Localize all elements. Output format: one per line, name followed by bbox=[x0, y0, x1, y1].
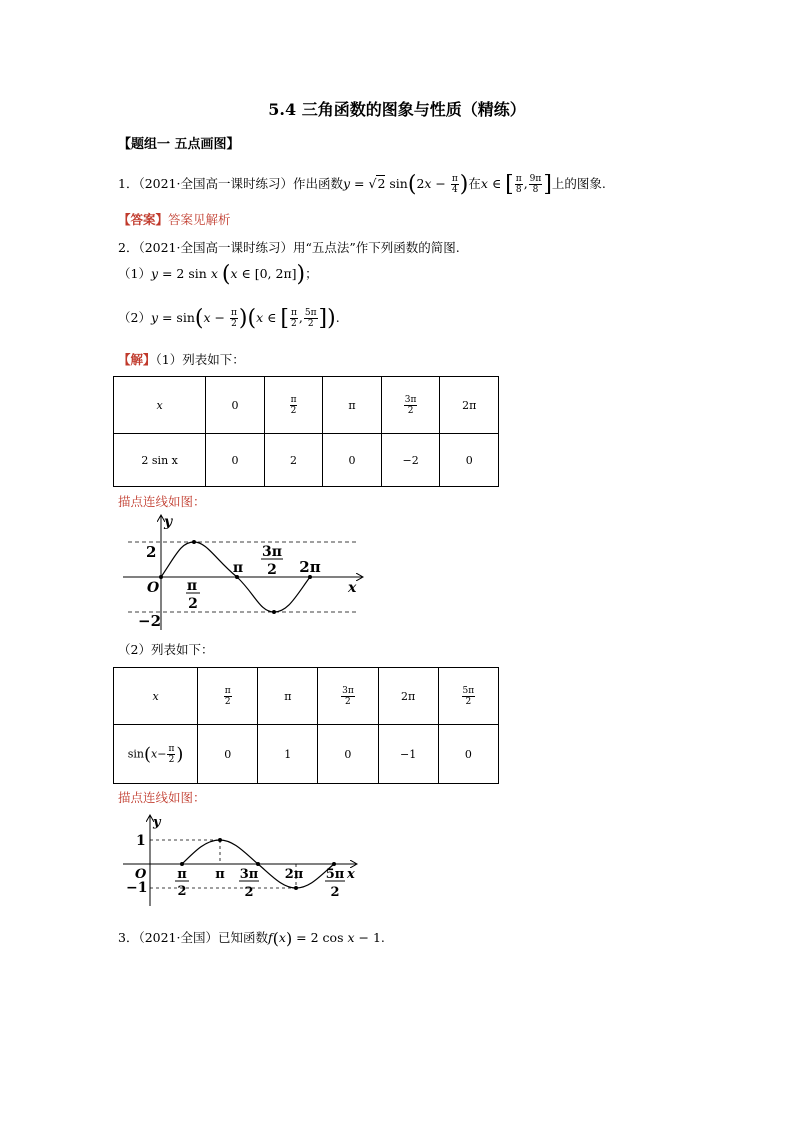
table-2 bbox=[113, 667, 499, 784]
question-2 bbox=[118, 238, 460, 256]
table-cell: 0 bbox=[438, 725, 498, 784]
table-cell: x bbox=[114, 668, 198, 725]
q2-number: 2． bbox=[118, 240, 139, 255]
q3-formula: f(x) = 2 cos x − 1. bbox=[268, 929, 385, 948]
q1-mid: 在 bbox=[468, 176, 481, 191]
table-cell: sin(x− $\frac{\pi}{2}$ ) bbox=[114, 725, 198, 784]
table-cell: $\frac{\pi}{2}$ bbox=[264, 377, 323, 434]
table-cell: 0 bbox=[206, 377, 265, 434]
question-1 bbox=[118, 172, 606, 197]
ymax-label: 1 bbox=[136, 833, 146, 849]
tick-2pi: 2π bbox=[299, 558, 321, 576]
answer-label: 【答案】 bbox=[118, 212, 169, 227]
table-cell: $\frac{3\pi}{2}$ bbox=[318, 668, 378, 725]
tick-3pi-half-num: 3π bbox=[262, 544, 282, 560]
q2-part-2-label: （2） bbox=[118, 310, 151, 325]
table-1-row-x bbox=[114, 377, 499, 434]
table-1 bbox=[113, 376, 499, 487]
q2-text: （2021·全国高一课时练习）用“五点法”作下列函数的简图. bbox=[138, 240, 460, 255]
point bbox=[192, 540, 196, 544]
table-cell: π bbox=[258, 668, 318, 725]
tick-pi-half-num: π bbox=[186, 578, 198, 594]
point bbox=[159, 575, 163, 579]
answer-text: 答案见解析 bbox=[168, 212, 231, 227]
table-cell: 2 bbox=[264, 434, 323, 487]
tick-3pi-half-den: 2 bbox=[267, 562, 277, 578]
table-cell: $\frac{5\pi}{2}$ bbox=[438, 668, 498, 725]
table-cell: 0 bbox=[318, 725, 378, 784]
tick-2pi: 2π bbox=[284, 867, 304, 882]
tick-3pi-half-num: 3π bbox=[239, 867, 259, 882]
answer-line bbox=[118, 210, 231, 228]
table-cell: $\frac{3\pi}{2}$ bbox=[381, 377, 440, 434]
tick-pi: π bbox=[215, 867, 225, 882]
q3-text: （2021·全国）已知函数 bbox=[138, 930, 268, 945]
part-2-heading: （2）列表如下： bbox=[118, 642, 214, 657]
point bbox=[256, 862, 260, 866]
q2-part-2-formula: y = sin(x − $\frac{\pi}{2}$ )(x ∈ [ $\frac{\pi}{2}$ , $\frac{5\pi}{2}$ ]). bbox=[150, 306, 340, 331]
x-axis-label: x bbox=[348, 580, 357, 596]
table-cell: 2π bbox=[378, 668, 438, 725]
q3-number: 3． bbox=[118, 930, 139, 945]
section-heading: 【题组一 五点画图】 bbox=[118, 137, 240, 152]
tick-pi-half-num: π bbox=[177, 867, 187, 882]
y-axis-label: y bbox=[153, 815, 161, 830]
point bbox=[332, 862, 336, 866]
table-cell: 0 bbox=[440, 434, 499, 487]
table-cell: 1 bbox=[258, 725, 318, 784]
tick-3pi-half-den: 2 bbox=[244, 885, 254, 900]
table-cell: −2 bbox=[381, 434, 440, 487]
table-cell: 0 bbox=[198, 725, 258, 784]
q1-formula: y = √2 sin(2x − $\frac{\pi}{4}$ ) bbox=[343, 172, 469, 197]
origin-label: O bbox=[135, 867, 147, 882]
point bbox=[294, 886, 298, 890]
graph-2 bbox=[118, 812, 368, 908]
q1-source: （2021·全国高一课时练习）作出函数 bbox=[138, 176, 343, 191]
graph-1 bbox=[118, 510, 368, 634]
q2-part-1 bbox=[118, 262, 318, 287]
q2-part-1-formula: y = 2 sin x (x ∈ [0, 2π])； bbox=[150, 262, 318, 287]
question-3 bbox=[118, 928, 385, 948]
table-cell: 2 sin x bbox=[114, 434, 206, 487]
point bbox=[272, 610, 276, 614]
tick-pi: π bbox=[232, 560, 244, 576]
table-cell: π bbox=[323, 377, 382, 434]
q2-part-1-label: （1） bbox=[118, 266, 151, 281]
table-1-row-value bbox=[114, 434, 499, 487]
tick-pi-half-den: 2 bbox=[177, 884, 187, 899]
q1-domain: x ∈ [ $\frac{\pi}{8}$ , $\frac{9\pi}{8}$ ] bbox=[480, 172, 552, 197]
point bbox=[218, 838, 222, 842]
table-cell: 0 bbox=[323, 434, 382, 487]
plot-caption-1: 描点连线如图： bbox=[118, 494, 206, 509]
origin-label: O bbox=[147, 580, 160, 596]
solution-label: 【解】 bbox=[118, 352, 156, 367]
x-axis-label: x bbox=[347, 867, 355, 882]
ymin-label: −1 bbox=[126, 880, 148, 896]
q2-part-2 bbox=[118, 306, 340, 331]
tick-5pi-half-num: 5π bbox=[325, 867, 345, 882]
table-cell: $\frac{\pi}{2}$ bbox=[198, 668, 258, 725]
table-cell: 2π bbox=[440, 377, 499, 434]
plot-caption-2: 描点连线如图： bbox=[118, 790, 206, 805]
table-cell: 0 bbox=[206, 434, 265, 487]
point bbox=[180, 862, 184, 866]
table-cell: −1 bbox=[378, 725, 438, 784]
ymax-label: 2 bbox=[146, 543, 157, 561]
tick-pi-half-den: 2 bbox=[188, 596, 198, 612]
table-2-row-x bbox=[114, 668, 499, 725]
solution-line bbox=[118, 350, 245, 368]
q1-number: 1． bbox=[118, 176, 139, 191]
page-title: 5.4 三角函数的图象与性质（精练） bbox=[268, 100, 526, 119]
q1-tail: 上的图象. bbox=[551, 176, 606, 191]
ymin-label: −2 bbox=[138, 612, 162, 630]
solution-text: （1）列表如下： bbox=[155, 352, 245, 367]
table-2-row-value bbox=[114, 725, 499, 784]
table-cell: x bbox=[114, 377, 206, 434]
tick-5pi-half-den: 2 bbox=[330, 885, 340, 900]
y-axis-label: y bbox=[164, 514, 173, 530]
